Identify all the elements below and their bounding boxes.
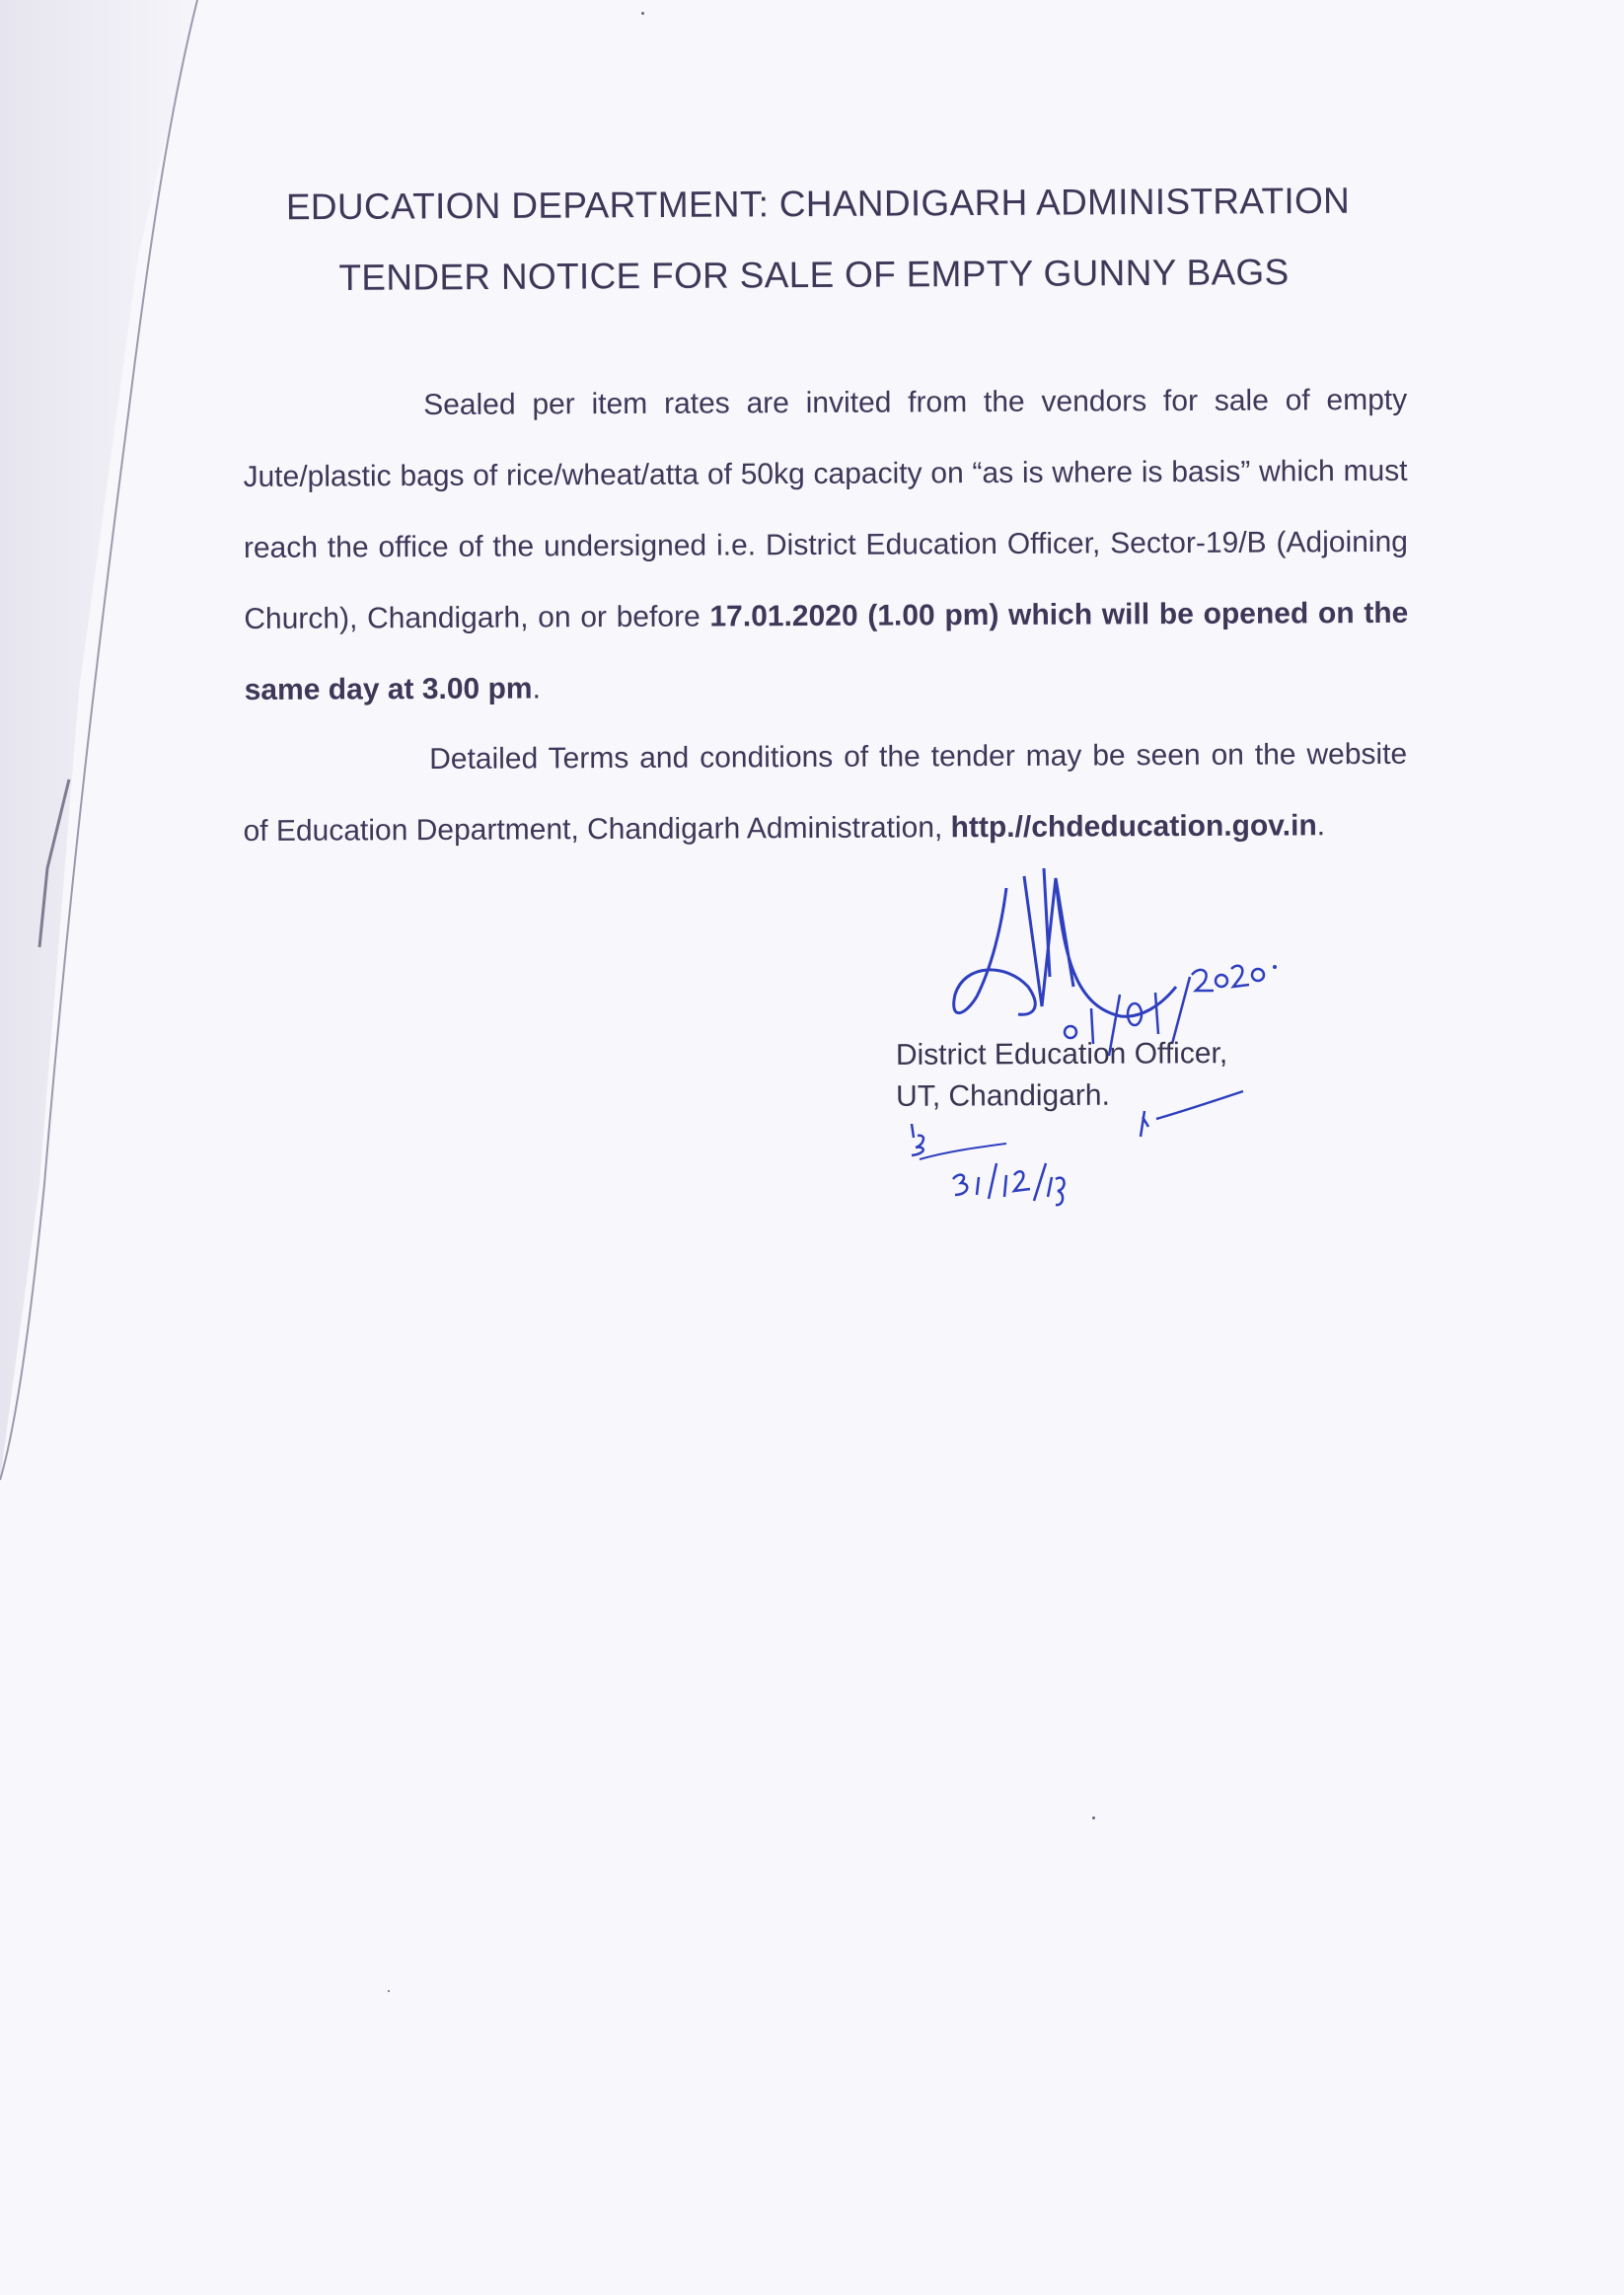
notice-title: TENDER NOTICE FOR SALE OF EMPTY GUNNY BAGS: [338, 252, 1290, 298]
terms-paragraph: [243, 719, 1408, 867]
terms-text: Detailed Terms and conditions of the tender may be seen on the website of Education Department, Chandigarh Administration,: [243, 737, 1408, 848]
location-text: UT, Chandigarh.: [896, 1078, 1110, 1113]
tender-text-end: .: [532, 672, 541, 705]
tender-paragraph: [243, 365, 1409, 726]
tender-text: Sealed per item rates are invited from the vendors for sale of empty Jute/plastic bags of rice/wheat/atta of 50kg capacity on “as is where is basis” which must reach the office of the undersigned i.e. District Education Officer, Sector-19/B (Adjoining Church), Chandigarh, on or before: [243, 383, 1409, 635]
signatory-block: [896, 1033, 1228, 1118]
deadline-text: 17.01.2020 (1.00 pm) which will be opened on the same day at 3.00 pm: [244, 596, 1409, 706]
scan-speck: [641, 12, 644, 15]
department-heading: EDUCATION DEPARTMENT: CHANDIGARH ADMINISTRATION: [285, 180, 1351, 228]
terms-text-end: .: [1316, 809, 1326, 843]
received-note-handwriting: [898, 1120, 1125, 1219]
designation-text: District Education Officer,: [895, 1037, 1228, 1072]
scan-speck: [1092, 1816, 1095, 1819]
scan-speck: [388, 1990, 390, 1992]
website-link[interactable]: http.//chdeducation.gov.in: [950, 809, 1317, 845]
